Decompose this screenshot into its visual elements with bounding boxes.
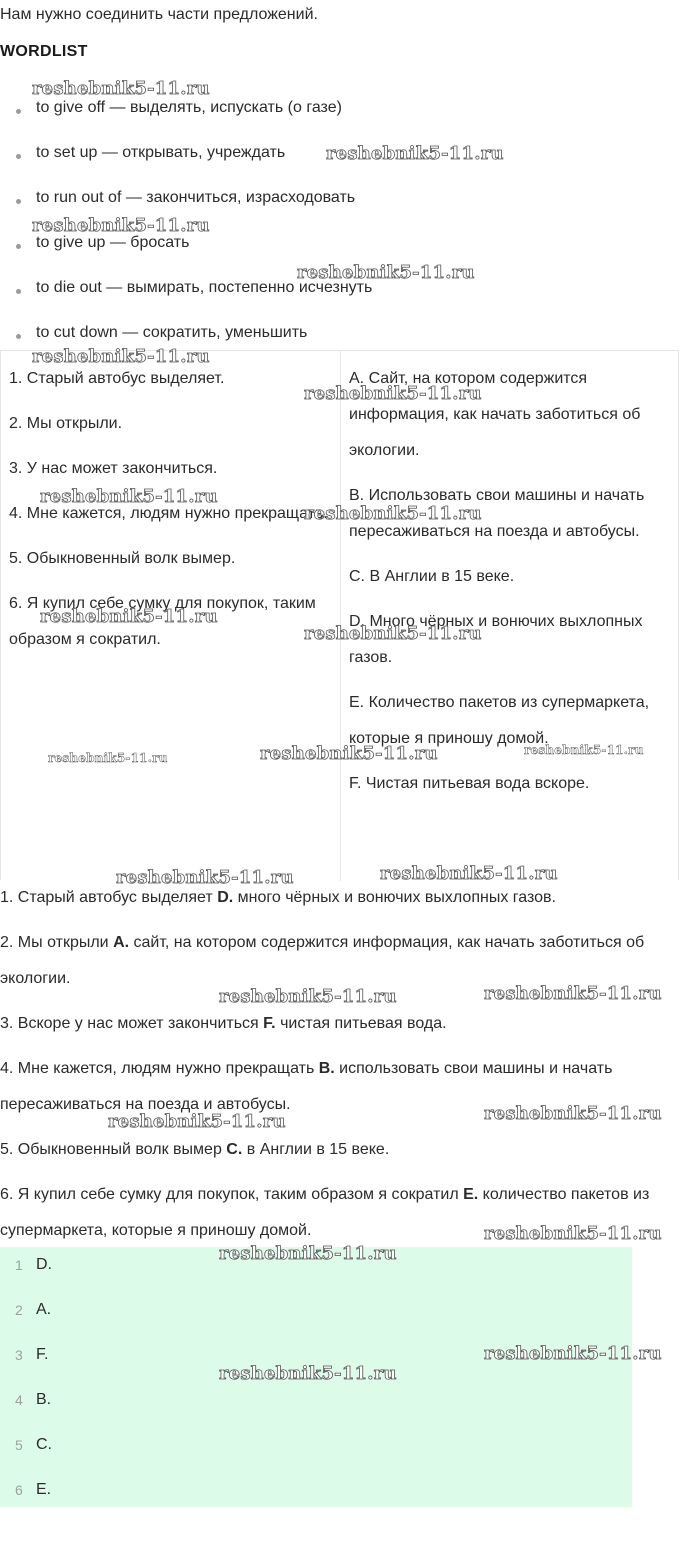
row-value: F.	[36, 1346, 49, 1363]
watermark-text: reshebnik5-11.ru	[304, 623, 482, 644]
sentence-ending: E. Количество пакетов из супермаркета, которые я приношу домой.	[349, 694, 650, 747]
watermark-text: reshebnik5-11.ru	[304, 383, 482, 404]
intro-text: Нам нужно соединить части предложений.	[0, 6, 318, 23]
watermark-text: reshebnik5-11.ru	[116, 867, 294, 888]
sentence-ending: D. Много чёрных и вонючих выхлопных газов.	[349, 613, 643, 666]
answer-sentence: 3. Вскоре у нас может закончиться F. чистая питьевая вода.	[0, 1015, 447, 1032]
answer-letter: A.	[113, 934, 130, 951]
sentence-ending: C. В Англии в 15 веке.	[349, 568, 515, 585]
watermark-text: reshebnik5-11.ru	[32, 215, 210, 236]
table-divider	[340, 351, 341, 881]
answer-sentence: 2. Мы открыли A. сайт, на котором содержится информация, как начать заботиться об экологии.	[0, 934, 645, 987]
watermark-text: reshebnik5-11.ru	[108, 1111, 286, 1132]
watermark-text: reshebnik5-11.ru	[326, 143, 504, 164]
answer-sentence: 5. Обыкновенный волк вымер C. в Англии в 15 веке.	[0, 1141, 390, 1158]
watermark-text: reshebnik5-11.ru	[260, 743, 438, 764]
row-number: 2	[15, 1302, 23, 1318]
wordlist-item: to die out — вымирать, постепенно исчезнуть	[0, 270, 680, 315]
answer-sentence: 6. Я купил себе сумку для покупок, таким образом я сократил E. количество пакетов из супермаркета, которые я приношу домой.	[0, 1186, 650, 1239]
watermark-text: reshebnik5-11.ru	[484, 1103, 662, 1124]
watermark-text: reshebnik5-11.ru	[219, 986, 397, 1007]
sentence-beginning: 2. Мы открыли.	[9, 415, 123, 432]
answer-key-row	[0, 1427, 632, 1472]
row-number: 1	[15, 1257, 23, 1273]
watermark-text: reshebnik5-11.ru	[304, 503, 482, 524]
answer-sentence: 4. Мне кажется, людям нужно прекращать B. использовать свои машины и начать пересаживаться на поезда и автобусы.	[0, 1060, 613, 1113]
sentence-ending: F. Чистая питьевая вода вскоре.	[349, 775, 590, 792]
answer-letter: B.	[318, 1060, 335, 1077]
watermark-text: reshebnik5-11.ru	[48, 751, 168, 765]
answer-key-row	[0, 1382, 632, 1427]
watermark-text: reshebnik5-11.ru	[484, 983, 662, 1004]
watermark-text: reshebnik5-11.ru	[484, 1343, 662, 1364]
wordlist-title: WORDLIST	[0, 43, 88, 60]
answer-letter: C.	[226, 1141, 243, 1158]
answer-sentence: 1. Старый автобус выделяет D. много чёрных и вонючих выхлопных газов.	[0, 889, 556, 906]
watermark-text: reshebnik5-11.ru	[219, 1363, 397, 1384]
answer-key-row	[0, 1472, 632, 1517]
sentence-beginning: 3. У нас может закончиться.	[9, 460, 218, 477]
answer-letter: E.	[463, 1186, 479, 1203]
watermark-text: reshebnik5-11.ru	[219, 1243, 397, 1264]
sentence-ending: B. Использовать свои машины и начать пересаживаться на поезда и автобусы.	[349, 487, 645, 540]
watermark-text: reshebnik5-11.ru	[32, 78, 210, 99]
answer-key-row	[0, 1292, 632, 1337]
wordlist-item: to set up — открывать, учреждать	[0, 135, 680, 180]
row-value: C.	[36, 1436, 52, 1453]
wordlist-item: to give off — выделять, испускать (о газе)	[0, 90, 680, 135]
watermark-text: reshebnik5-11.ru	[380, 863, 558, 884]
row-value: B.	[36, 1391, 52, 1408]
watermark-text: reshebnik5-11.ru	[524, 743, 644, 757]
wordlist-item: to cut down — сократить, уменьшить	[0, 315, 680, 360]
sentence-ending: A. Сайт, на котором содержится информация, как начать заботиться об экологии.	[349, 370, 641, 459]
row-number: 6	[15, 1482, 23, 1498]
row-value: E.	[36, 1481, 52, 1498]
row-value: D.	[36, 1256, 52, 1273]
wordlist-item: to run out of — закончиться, израсходовать	[0, 180, 680, 225]
sentence-beginning: 4. Мне кажется, людям нужно прекращать.	[9, 505, 328, 522]
sentence-beginning: 5. Обыкновенный волк вымер.	[9, 550, 236, 567]
watermark-text: reshebnik5-11.ru	[40, 486, 218, 507]
row-number: 4	[15, 1392, 23, 1408]
watermark-text: reshebnik5-11.ru	[40, 606, 218, 627]
row-value: A.	[36, 1301, 52, 1318]
answer-letter: D.	[217, 889, 234, 906]
row-number: 3	[15, 1347, 23, 1363]
sentence-beginning: 1. Старый автобус выделяет.	[9, 370, 225, 387]
answer-letter: F.	[263, 1015, 276, 1032]
watermark-text: reshebnik5-11.ru	[297, 262, 475, 283]
row-number: 5	[15, 1437, 23, 1453]
sentence-beginning: 6. Я купил себе сумку для покупок, таким образом я сократил.	[9, 595, 316, 648]
wordlist-item: to give up — бросать	[0, 225, 680, 270]
watermark-text: reshebnik5-11.ru	[484, 1223, 662, 1244]
answers-section	[0, 880, 680, 1258]
watermark-text: reshebnik5-11.ru	[32, 346, 210, 367]
